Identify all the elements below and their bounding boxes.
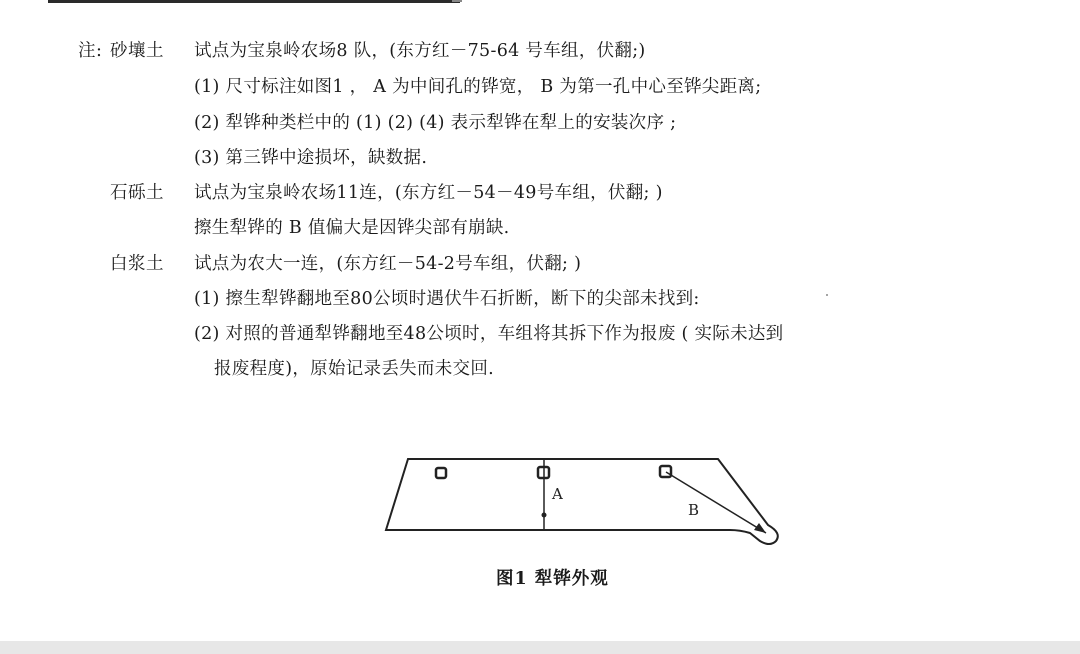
sandy-note-item: (1) 尺寸标注如图1 ， A 为中间孔的铧宽， B 为第一孔中心至铧尖距离;: [194, 77, 762, 97]
top-rule-tail: [452, 0, 462, 2]
dimension-a-label: A: [552, 485, 563, 503]
albic-note-item: (2) 对照的普通犁铧翻地至48公顷时，车组将其拆下作为报废 ( 实际未达到: [194, 324, 784, 344]
figure-caption: 图1 犁铧外观: [496, 569, 609, 589]
speck: [826, 294, 828, 296]
sandy-note-item: (2) 犁铧种类栏中的 (1) (2) (4) 表示犁铧在犁上的安装次序 ;: [194, 113, 677, 133]
gravel-soil-label: 石砾土: [110, 183, 164, 203]
arrowhead-icon: [754, 523, 766, 533]
dimension-a-marker: [542, 513, 547, 518]
bolt-hole-icon: [436, 468, 446, 478]
albic-soil-line: 试点为农大一连，(东方红－54-2号车组，伏翻; ): [194, 254, 582, 274]
albic-note-item: (1) 擦生犁铧翻地至80公顷时遇伏牛石折断，断下的尖部未找到:: [194, 289, 700, 309]
gravel-soil-line-2: 擦生犁铧的 B 值偏大是因铧尖部有崩缺.: [194, 218, 510, 238]
plowshare-diagram: [380, 455, 790, 555]
gravel-soil-line: 试点为宝泉岭农场11连，(东方红－54－49号车组，伏翻; ): [194, 183, 663, 203]
sandy-soil-label: 砂壤土: [110, 41, 164, 61]
bolt-hole-icon: [660, 466, 671, 477]
albic-note-item-continued: 报废程度)，原始记录丢失而未交回.: [214, 359, 494, 379]
bottom-band: [0, 641, 1080, 654]
plowshare-figure: [380, 455, 790, 559]
sandy-note-item: (3) 第三铧中途损坏，缺数据.: [194, 148, 428, 168]
sandy-soil-line: 试点为宝泉岭农场8 队，(东方红－75-64 号车组，伏翻;): [194, 41, 646, 61]
albic-soil-label: 白浆土: [110, 254, 164, 274]
dimension-b-label: B: [688, 501, 700, 519]
top-rule: [48, 0, 460, 3]
note-prefix: 注:: [78, 41, 103, 61]
